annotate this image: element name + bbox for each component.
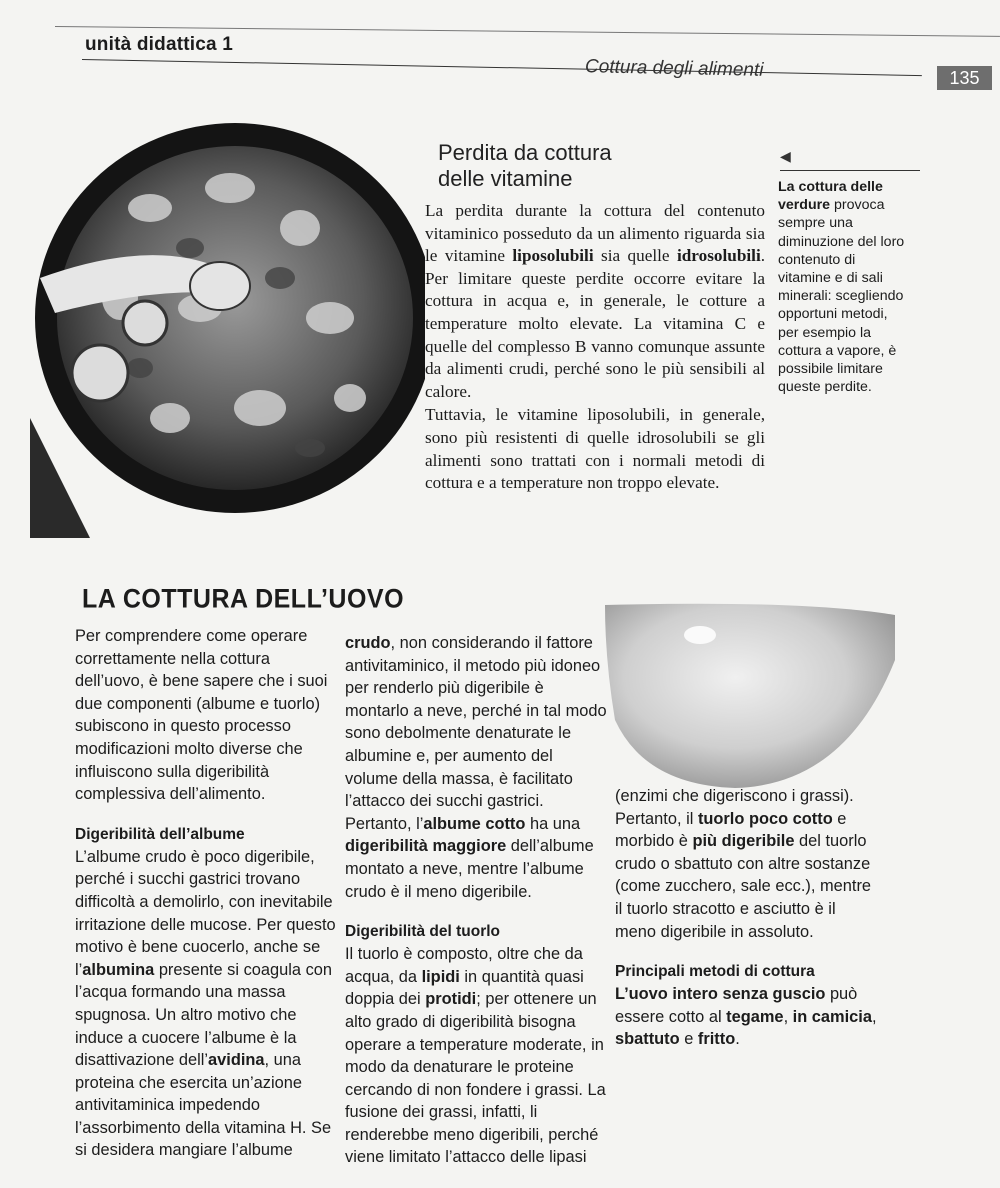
column-3	[615, 785, 877, 1051]
egg-intro: Per comprendere come operare correttamente nella cottura dell’uovo, è bene sapere che i suoi due componenti (albume e tuorlo) subiscono in questo processo modificazioni molto diverse che influiscono sulla digeribilità complessiva dell’alimento.	[75, 627, 328, 804]
vitamins-title	[438, 140, 758, 192]
header-rule	[82, 59, 922, 76]
metodi-text: L’uovo intero senza guscio può essere cotto al tegame, in camicia, sbattuto e fritto.	[615, 985, 877, 1049]
page-number: 135	[937, 66, 992, 90]
albume-heading: Digeribilità dell’albume	[75, 825, 245, 843]
egg-photo	[605, 600, 1000, 790]
metodi-heading: Principali metodi di cottura	[615, 963, 815, 981]
vitamins-paragraph-1: La perdita durante la cottura del contenuto vitaminico posseduto da un alimento riguarda sia le vitamine liposolubili sia quelle idrosolubili. Per limitare queste perdite occorre evitare la cottura in acqua e, in generale, le cotture a temperature molto elevate. La vitamina C e quelle del complesso B vanno comunque assunte da alimenti crudi, perché sono le più sensibili al calore.	[425, 201, 766, 401]
skillet-vegetables-photo	[30, 118, 425, 538]
column-2	[345, 632, 607, 1169]
albume-text-cont: crudo, non considerando il fattore antivitaminico, il metodo più idoneo per renderlo più digeribile è montarlo a neve, perché in tal modo sono debolmente denaturate le albumine e, per aumento del volume della massa, è facilitato l’attacco dei succhi gastrici. Pertanto, l’albume cotto ha una digeribilità maggiore dell’albume montato a neve, mentre l’albume crudo è il meno digeribile.	[345, 634, 607, 901]
side-note-rule	[780, 170, 920, 171]
tuorlo-heading: Digeribilità del tuorlo	[345, 923, 501, 941]
column-1	[75, 625, 337, 1162]
tuorlo-text: Il tuorlo è composto, oltre che da acqua, da lipidi in quantità quasi doppia dei protidi; per ottenere un alto grado di digeribilità bisogna operare a temperature moderate, in modo da denaturare le proteine cercando di non fondere i grassi. La fusione dei grassi, infatti, li renderebbe meno digeribili, perché viene limitato l’attacco delle lipasi	[345, 945, 606, 1167]
vitamins-body	[425, 200, 765, 495]
unit-label: unità didattica 1	[85, 34, 234, 55]
section-title: Cottura degli alimenti	[584, 56, 764, 81]
tuorlo-text-cont: (enzimi che digeriscono i grassi). Pertanto, il tuorlo poco cotto e morbido è più digeribile del tuorlo crudo o sbattuto con altre sostanze (come zucchero, sale ecc.), mentre il tuorlo stracotto e asciutto è il meno digeribile in assoluto.	[615, 787, 872, 941]
vitamins-title-line1: Perdita da cottura	[438, 140, 612, 165]
vitamins-paragraph-2: Tuttavia, le vitamine liposolubili, in generale, sono più resistenti di quelle idrosolubili se gli alimenti sono trattati con i normali metodi di cottura e a temperature non troppo elevate.	[425, 405, 765, 493]
arrow-left-icon: ◀	[780, 148, 791, 164]
vitamins-title-line2: delle vitamine	[438, 166, 573, 191]
egg-section-title: LA COTTURA DELL’UOVO	[82, 583, 405, 615]
albume-text: L’albume crudo è poco digeribile, perché i succhi gastrici trovano difficoltà a demolirlo, con inevitabile irritazione delle mucose. Per questo motivo è bene cuocerlo, anche se l’albumina presente si coagula con l’acqua formando una massa spugnosa. Un altro motivo che induce a cuocere l’albume è la disattivazione dell’avidina, una proteina che esercita un’azione antivitaminica impedendo l’assorbimento della vitamina H. Se si desidera mangiare l’albume	[75, 847, 336, 1160]
side-note: La cottura delle verdure provoca sempre una diminuzione del loro contenuto di vitamine e di sali minerali: scegliendo opportuni metodi, per esempio la cottura a vapore, è possibile limitare queste perdite.	[778, 179, 905, 396]
